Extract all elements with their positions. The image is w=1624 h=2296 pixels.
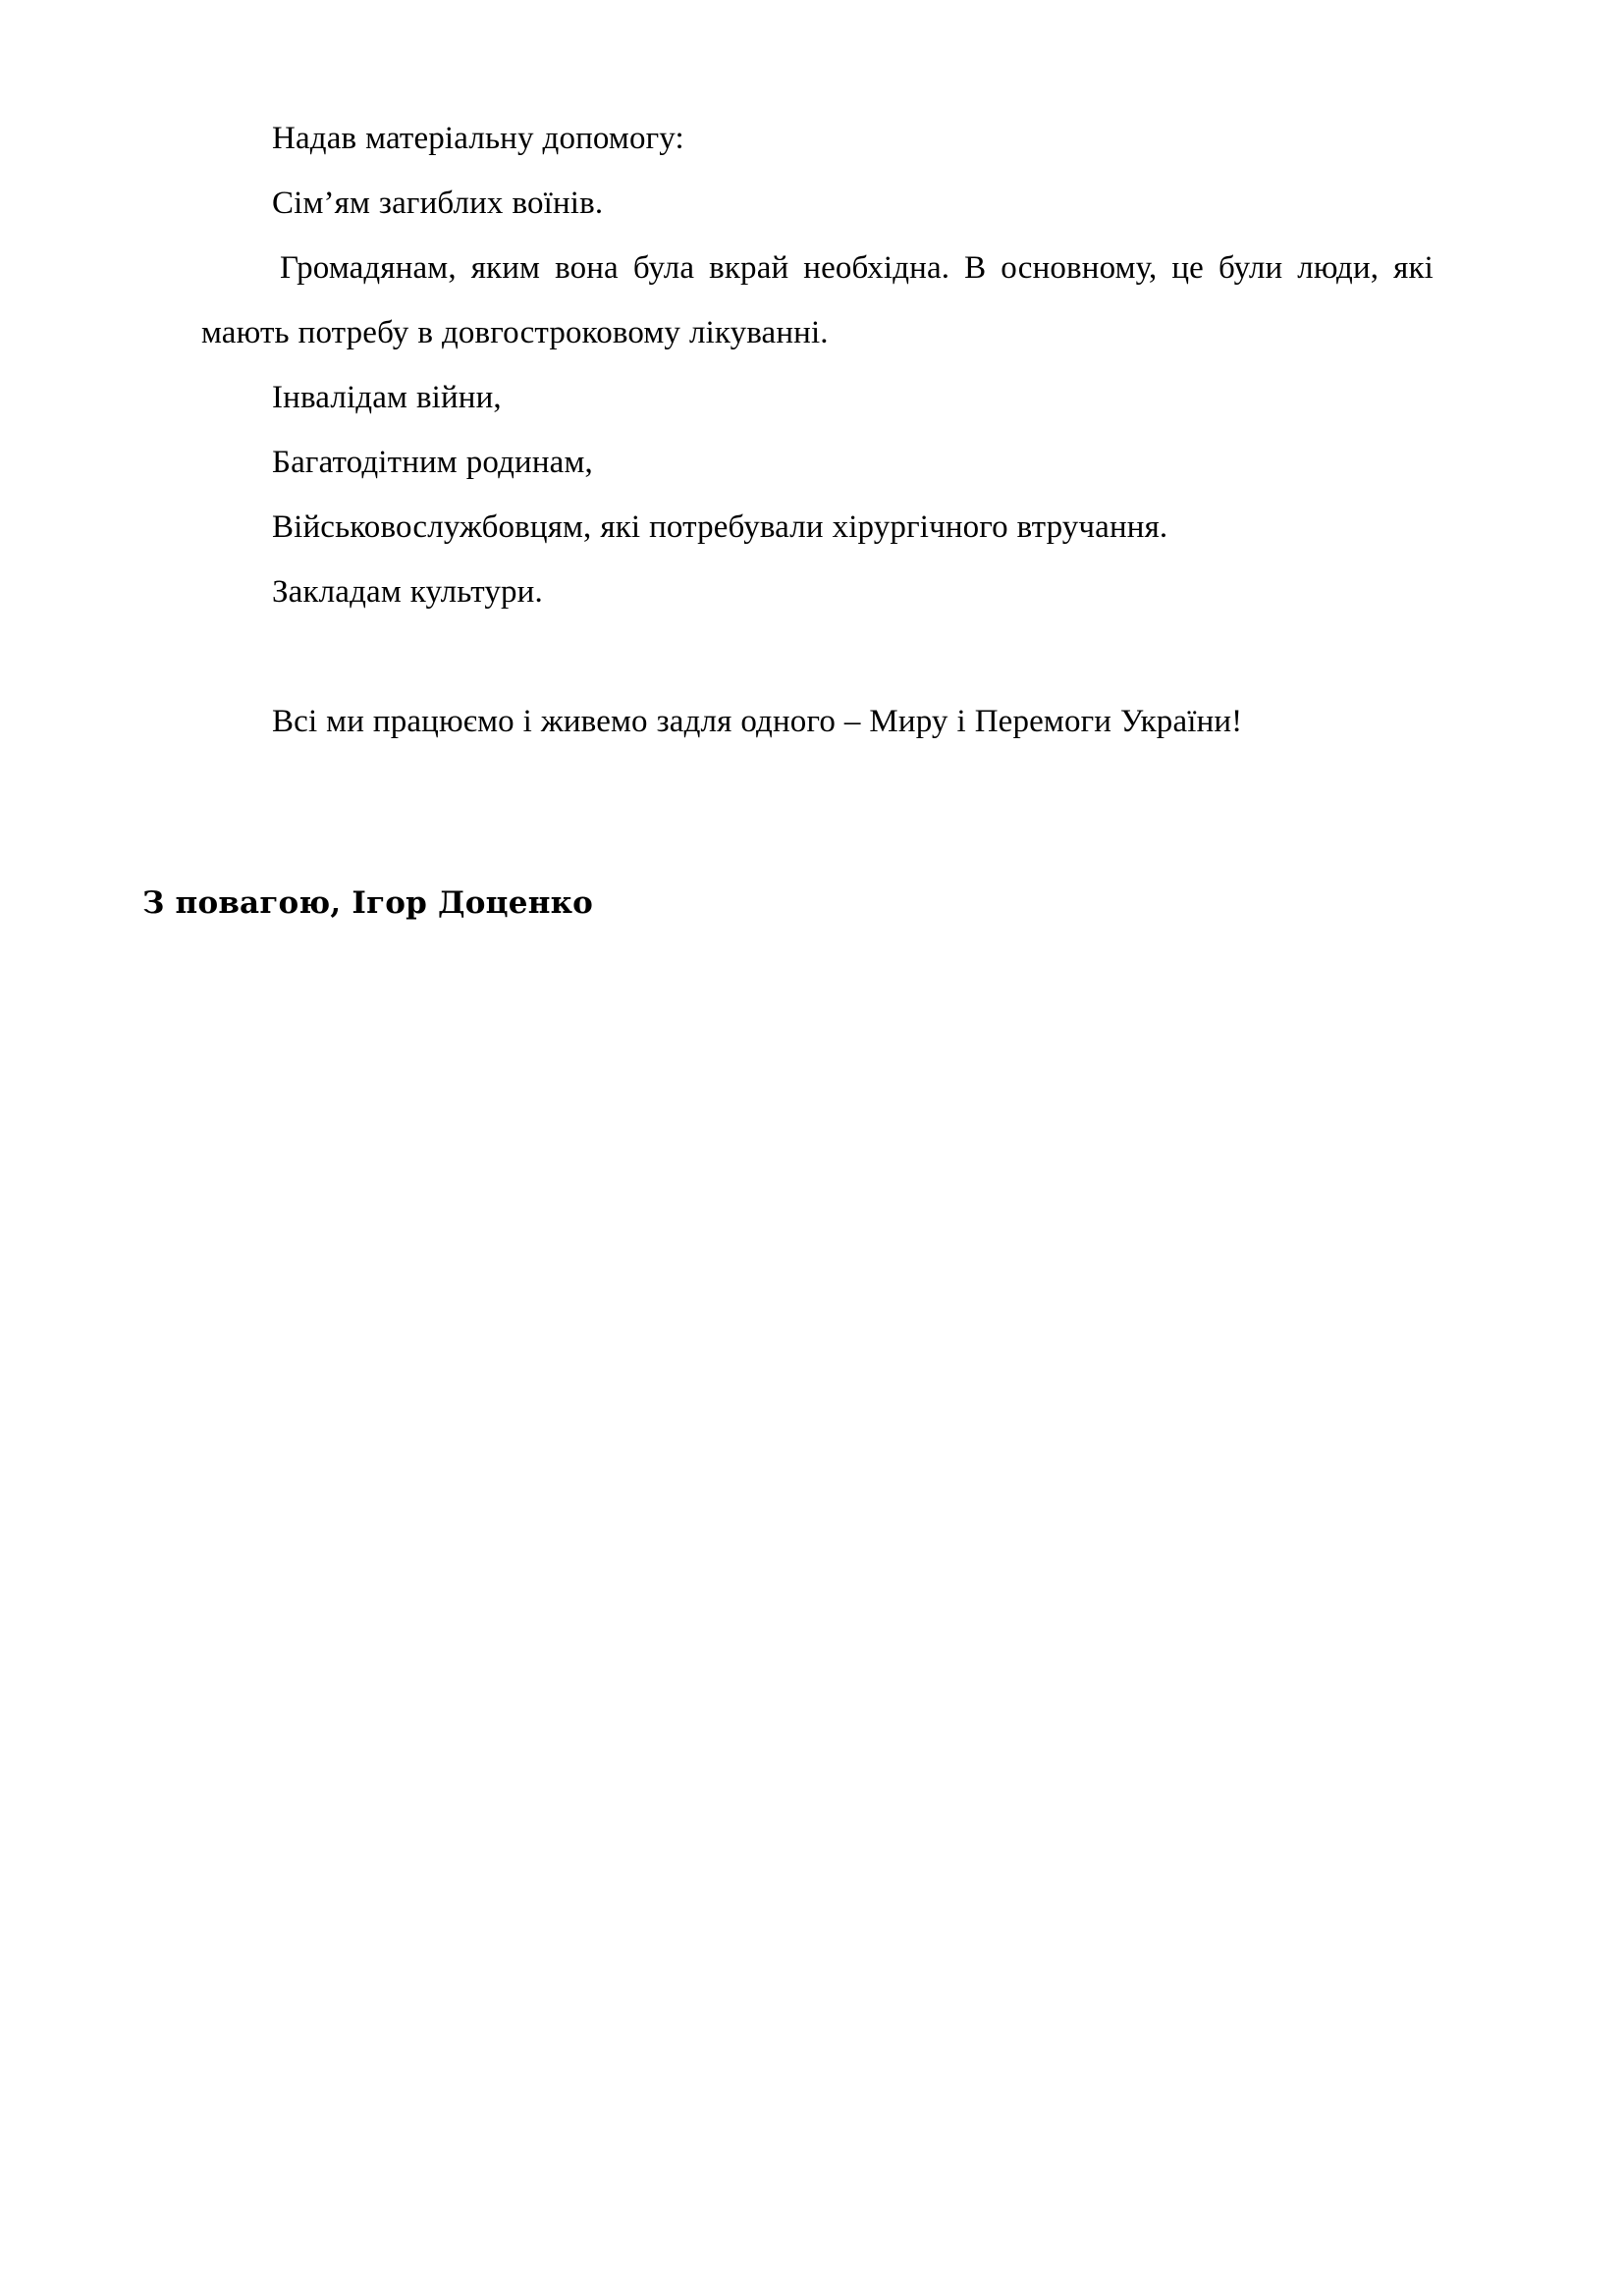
paragraph-beneficiary-culture-institutions: Закладам культури. — [272, 574, 543, 610]
paragraph-citizens: Громадянам, яким вона була вкрай необхідна. В основному, це були люди, які мають потребу в довгостроковому лікуванні. — [201, 250, 1434, 350]
paragraph-beneficiary-servicemen: Військовослужбовцям, які потребували хірургічного втручання. — [272, 509, 1168, 545]
paragraph-beneficiary-families: Сім’ям загиблих воїнів. — [272, 186, 604, 221]
signature-line: З повагою, Ігор Доценко — [142, 885, 594, 921]
paragraph-intro: Надав матеріальну допомогу: — [272, 121, 684, 156]
paragraph-beneficiary-large-families: Багатодітним родинам, — [272, 445, 593, 480]
paragraph-beneficiary-war-invalids: Інвалідам війни, — [272, 380, 502, 415]
signature-spacer — [201, 754, 1434, 880]
paragraph-closing-statement: Всі ми працюємо і живемо задля одного – Миру і Перемоги України! — [272, 704, 1243, 739]
document-body — [142, 106, 1434, 927]
paragraph-spacer — [201, 624, 1434, 689]
